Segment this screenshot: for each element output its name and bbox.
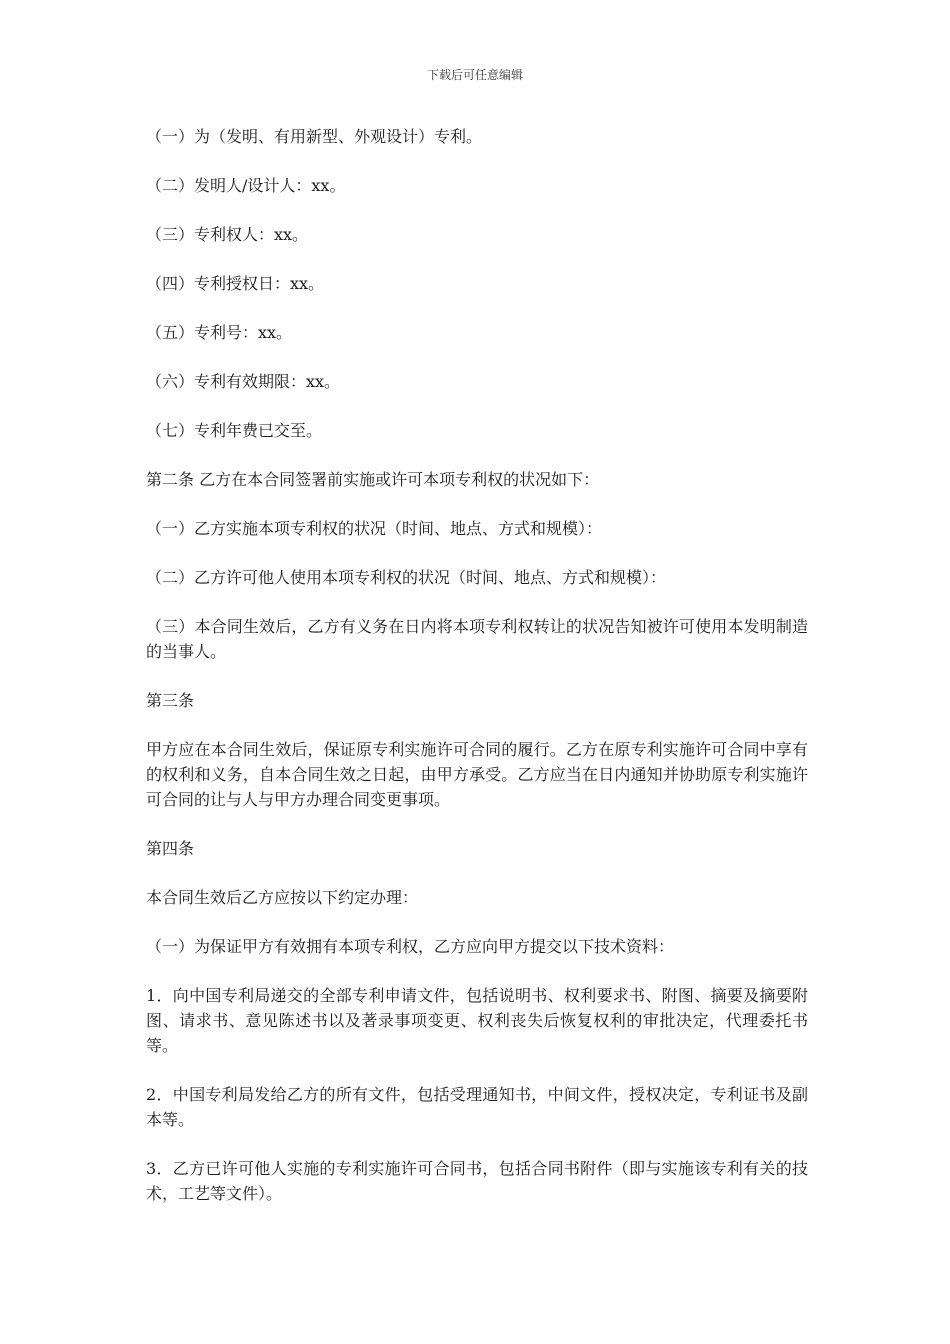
clause-item-7: （七）专利年费已交至。: [146, 421, 323, 440]
article-4-subitem-1: 1．向中国专利局递交的全部专利申请文件，包括说明书、权利要求书、附图、摘要及摘要附图、请求书、意见陈述书以及著录事项变更、权利丧失后恢复权利的审批决定，代理委托书等。: [146, 986, 808, 1055]
clause-item-3: （三）专利权人：xx。: [146, 225, 309, 244]
article-3-heading: 第三条: [146, 691, 195, 710]
clause-item-2: （二）发明人/设计人：xx。: [146, 176, 346, 195]
article-4-heading: 第四条: [146, 839, 195, 858]
article-4-item-1: （一）为保证甲方有效拥有本项专利权，乙方应向甲方提交以下技术资料：: [146, 937, 675, 956]
article-2-item-2: （二）乙方许可他人使用本项专利权的状况（时间、地点、方式和规模）：: [146, 568, 667, 587]
article-4-subitem-2: 2．中国专利局发给乙方的所有文件，包括受理通知书，中间文件，授权决定，专利证书及副本等。: [146, 1085, 808, 1129]
article-2-item-1: （一）乙方实施本项专利权的状况（时间、地点、方式和规模）：: [146, 519, 603, 538]
clause-item-1: （一）为（发明、有用新型、外观设计）专利。: [146, 127, 483, 146]
clause-item-4: （四）专利授权日：xx。: [146, 274, 325, 293]
clause-item-6: （六）专利有效期限：xx。: [146, 372, 341, 391]
article-2-heading: 第二条 乙方在本合同签署前实施或许可本项专利权的状况如下：: [146, 470, 600, 489]
header-note: 下载后可任意编辑: [426, 68, 523, 82]
clause-item-5: （五）专利号：xx。: [146, 323, 293, 342]
article-2-item-3: （三）本合同生效后，乙方有义务在日内将本项专利权转让的状况告知被许可使用本发明制造的当事人。: [146, 617, 808, 661]
article-4-subitem-3: 3．乙方已许可他人实施的专利实施许可合同书，包括合同书附件（即与实施该专利有关的技术，工艺等文件）。: [146, 1159, 808, 1203]
article-4-intro: 本合同生效后乙方应按以下约定办理：: [146, 888, 419, 907]
document-body: [146, 124, 808, 1230]
article-3-body: 甲方应在本合同生效后，保证原专利实施许可合同的履行。乙方在原专利实施许可合同中享有的权利和义务，自本合同生效之日起，由甲方承受。乙方应当在日内通知并协助原专利实施许可合同的让与人与甲方办理合同变更事项。: [146, 740, 808, 809]
